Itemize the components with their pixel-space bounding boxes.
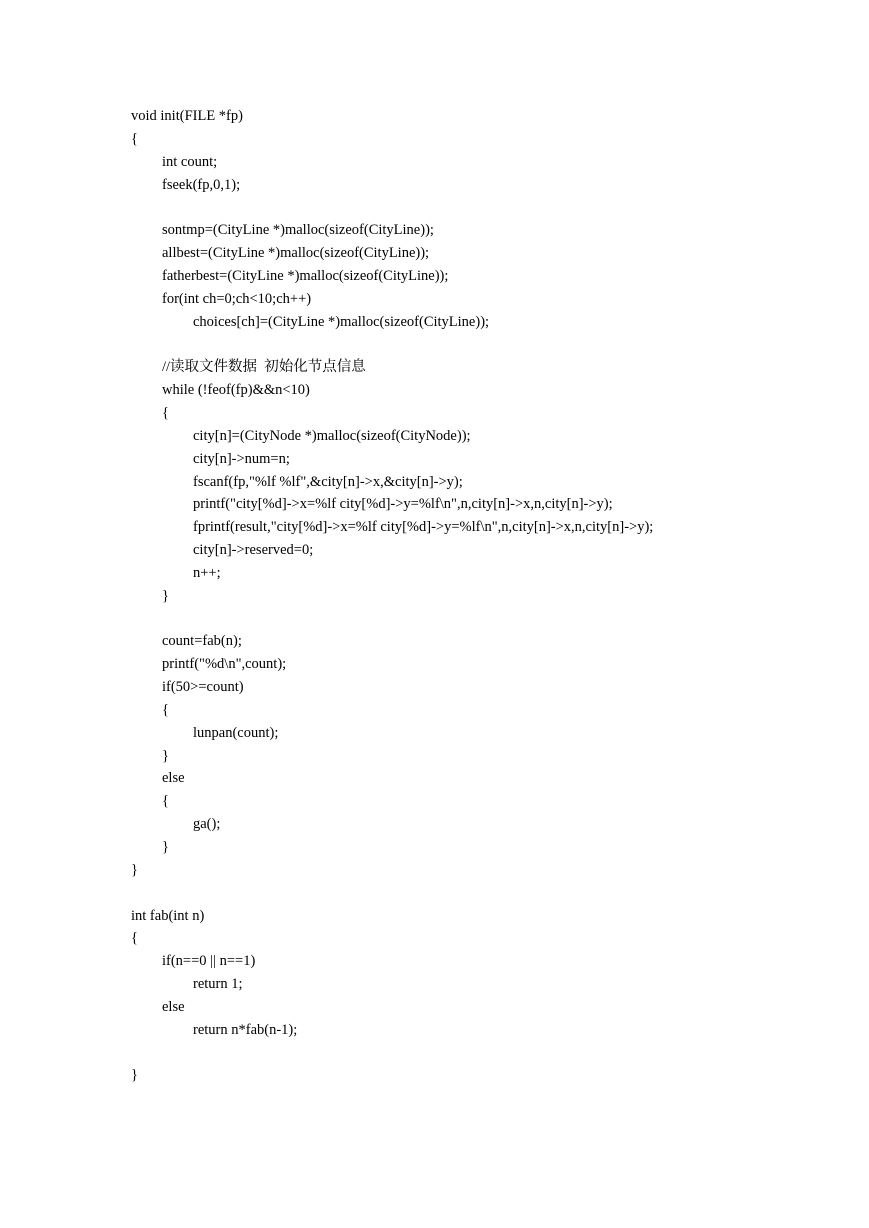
code-line: { xyxy=(131,930,138,947)
code-line: if(n==0 || n==1) xyxy=(162,953,256,970)
code-line: int fab(int n) xyxy=(131,907,205,924)
code-line: fscanf(fp,"%lf %lf",&city[n]->x,&city[n]->y); xyxy=(193,473,463,490)
code-line: return n*fab(n-1); xyxy=(193,1021,298,1038)
blank-line xyxy=(131,1042,831,1065)
code-line: printf("city[%d]->x=%lf city[%d]->y=%lf\n",n,city[n]->x,n,city[n]->y); xyxy=(193,496,613,513)
code-line: void init(FILE *fp) xyxy=(131,108,243,124)
blank-line xyxy=(131,333,831,356)
code-line: city[n]=(CityNode *)malloc(sizeof(CityNode)); xyxy=(193,427,471,444)
code-line: while (!feof(fp)&&n<10) xyxy=(162,382,310,399)
code-line: ga(); xyxy=(193,816,221,833)
blank-line xyxy=(131,196,831,219)
code-line: int count; xyxy=(162,153,218,170)
code-line: { xyxy=(162,793,169,810)
code-line: } xyxy=(162,839,169,855)
code-line: { xyxy=(131,130,138,147)
code-line: choices[ch]=(CityLine *)malloc(sizeof(CityLine)); xyxy=(193,313,490,330)
code-line: else xyxy=(162,998,185,1015)
code-line: return 1; xyxy=(193,976,243,993)
code-line: sontmp=(CityLine *)malloc(sizeof(CityLine)); xyxy=(162,222,434,239)
code-line: } xyxy=(162,587,169,604)
blank-line xyxy=(131,608,831,631)
code-line: } xyxy=(131,861,138,878)
code-line: lunpan(count); xyxy=(193,724,279,741)
code-line: fseek(fp,0,1); xyxy=(162,176,241,193)
code-line: city[n]->reserved=0; xyxy=(193,542,314,559)
code-line: printf("%d\n",count); xyxy=(162,656,287,673)
code-line: { xyxy=(162,404,169,421)
code-line: for(int ch=0;ch<10;ch++) xyxy=(162,290,312,307)
code-line: { xyxy=(162,701,169,718)
code-line: //读取文件数据 初始化节点信息 xyxy=(162,359,366,376)
code-line: } xyxy=(162,747,169,764)
code-line: fatherbest=(CityLine *)malloc(sizeof(CityLine)); xyxy=(162,267,449,284)
code-line: n++; xyxy=(193,564,221,581)
code-listing xyxy=(131,105,831,1087)
code-line: else xyxy=(162,770,185,787)
code-line: fprintf(result,"city[%d]->x=%lf city[%d]->y=%lf\n",n,city[n]->x,n,city[n]->y); xyxy=(193,519,654,536)
code-line: count=fab(n); xyxy=(162,633,242,650)
code-line: allbest=(CityLine *)malloc(sizeof(CityLine)); xyxy=(162,245,430,262)
code-line: city[n]->num=n; xyxy=(193,450,290,467)
code-line: if(50>=count) xyxy=(162,679,244,696)
code-line: } xyxy=(131,1067,138,1084)
blank-line xyxy=(131,882,831,905)
